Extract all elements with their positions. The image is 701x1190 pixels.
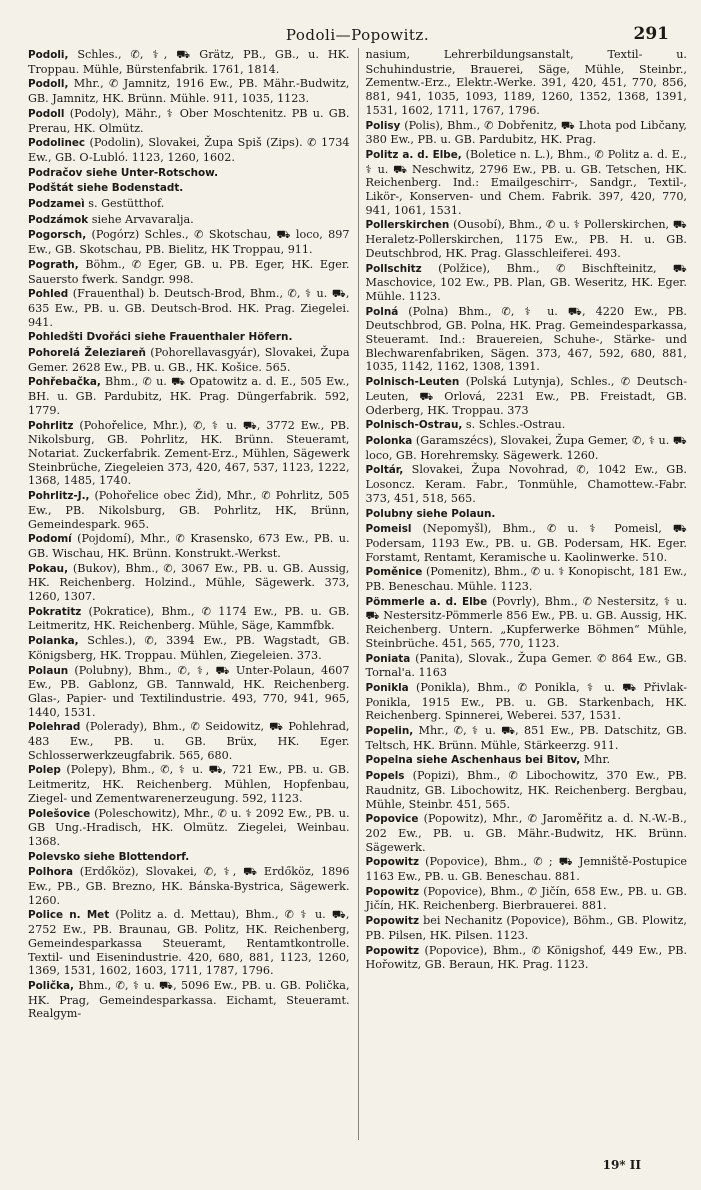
- entry-text: Böhm., ✆ Eger, GB. u. PB. Eger, HK. Eger. Sauersto fwerk. Sandgr. 998.: [28, 257, 350, 286]
- directory-entry: [366, 681, 688, 723]
- entry-text: Mhr., ✆, ⚕ u. ⛟, 851 Ew., PB. Datschitz, GB. Teltsch, HK. Brünn. Mühle, Stärkeerzg. 911.: [365, 724, 687, 752]
- entry-text: (Pohořelice, Mhr.), ✆, ⚕ u. ⛟, 3772 Ew., PB. Nikolsburg, GB. Pohrlitz, HK. Brünn. Steueramt, Notariat. Zuckerfabrik. Zement-Erz., Mühlen, Sägewerk Steinbrüche, Ziegeleien 373, 420, 467, 537, 1123, 1222, 1368, 1485, 1740.: [28, 418, 350, 488]
- entry-headword: Pogorsch,: [28, 229, 87, 242]
- directory-entry: [28, 419, 350, 489]
- directory-entry: [366, 595, 688, 651]
- entry-text: (Erdőköz), Slovakei, ✆, ⚕, ⛟ Erdőköz, 1896 Ew., PB., GB. Brezno, HK. Bánska-Bystrica, Sägewerk. 1260.: [28, 865, 350, 907]
- entry-headword: Pomeisl: [365, 523, 412, 536]
- directory-entry: [28, 48, 350, 76]
- entry-headword: Pohrlitz: [28, 419, 74, 432]
- entry-headword: Popelin,: [365, 725, 414, 738]
- entry-text: Schles., ✆, ⚕, ⛟ Grätz, PB., GB., u. HK. Troppau. Mühle, Bürstenfabrik. 1761, 1814.: [28, 48, 350, 76]
- entry-headword: Polhora: [28, 866, 73, 879]
- directory-entry: [28, 807, 350, 849]
- entry-headword: Poniata: [365, 652, 411, 665]
- entry-headword: Polisy: [365, 119, 401, 132]
- entry-headword: Pohled: [28, 288, 69, 301]
- entry-headword: Pokau,: [28, 562, 69, 575]
- entry-headword: Pömmerle a. d. Elbe: [365, 595, 488, 608]
- directory-entry: [28, 720, 350, 762]
- directory-entry: [28, 166, 350, 181]
- right-column: [358, 48, 688, 1140]
- entry-headword: Pograth,: [28, 258, 79, 271]
- directory-entry: [28, 605, 350, 633]
- entry-headword: Popowitz: [365, 915, 420, 928]
- entry-text: bei Nechanitz (Popovice), Böhm., GB. Plowitz, PB. Pilsen, HK. Pilsen. 1123.: [365, 914, 687, 942]
- entry-text: (Bukov), Bhm., ✆, 3067 Ew., PB. u. GB. Aussig, HK. Reichenberg. Holzind., Mühle, Sägewerk. 373, 1260, 1307.: [28, 561, 350, 604]
- entry-text: (Frauenthal) b. Deutsch-Brod, Bhm., ✆, ⚕ u. ⛟, 635 Ew., PB. u. GB. Deutsch-Brod. HK. Prag. Ziegelei. 941.: [28, 287, 350, 329]
- entry-text: (Podoly), Mähr., ⚕ Ober Moschtenitz. PB u. GB. Prerau, HK. Olmütz.: [28, 106, 350, 135]
- directory-entry: [28, 197, 350, 212]
- entry-text: (Ousobí), Bhm., ✆ u. ⚕ Pollerskirchen, ⛟ Heraletz-Pollerskirchen, 1175 Ew., PB. H. u. GB. Deutschbrod, HK. Prag. Glasschleiferei. 493.: [365, 218, 687, 260]
- entry-text: (Politz a. d. Mettau), Bhm., ✆ ⚕ u. ⛟, 2752 Ew., PB. Braunau, GB. Politz, HK. Reichenberg, Gemeindesparkassa Steueramt, Rentamtkontrolle. Textil- und Eisenindustrie. 420, 680, 881, 1123, 1260, 1369, 1531, 1602, 1603, 1711, 1787, 1796.: [28, 908, 350, 978]
- entry-headword: Popovice: [365, 813, 419, 826]
- entry-text: (Polna) Bhm., ✆, ⚕ u. ⛟, 4220 Ew., PB. Deutschbrod, GB. Polna, HK. Prag. Gemeindesparkassa, Steueramt. Ind.: Brauereien, Schuhe-, Stärke- und Blechwarenfabriken, Sägen. 373, 467, 592, 680, 881, 1035, 1142, 1162, 1308, 1391.: [365, 304, 687, 374]
- entry-text: (Pomenitz), Bhm., ✆ u. ⚕ Konopischt, 181 Ew., PB. Beneschau. Mühle. 1123.: [365, 565, 687, 594]
- directory-entry: [366, 855, 688, 883]
- entry-headword: Ponikla: [365, 681, 409, 694]
- directory-entry: [28, 850, 350, 865]
- entry-headword: Podračov siehe Unter-Rotschow.: [28, 166, 219, 179]
- entry-headword: Polaun: [28, 664, 69, 677]
- entry-headword: Poměnice: [365, 566, 423, 579]
- entry-text: (Podolin), Slovakei, Župa Spiš (Zips). ✆ 1734 Ew., GB. O-Lubló. 1123, 1260, 1602.: [28, 136, 350, 164]
- entry-text: (Pohořelice obec Žid), Mhr., ✆ Pohrlitz, 505 Ew., PB. Nikolsburg, GB. Pohrlitz, HK, Brünn, Gemeindespark. 965.: [28, 489, 350, 531]
- directory-entry: [366, 652, 688, 680]
- entry-text: Bhm., ✆ u. ⛟ Opatowitz a. d. E., 505 Ew., BH. u. GB. Pardubitz, HK. Prag. Düngerfabrik. 592, 1779.: [28, 375, 350, 417]
- directory-entry: [28, 228, 350, 256]
- directory-entry: [28, 634, 350, 662]
- entry-headword: Polubny siehe Polaun.: [365, 507, 496, 520]
- directory-entry: [28, 77, 350, 105]
- left-column: [28, 48, 350, 1140]
- entry-text: (Pokratice), Bhm., ✆ 1174 Ew., PB. u. GB. Leitmeritz, HK. Reichenberg. Mühle, Säge, Kammfbk.: [28, 604, 350, 633]
- directory-entry: [366, 753, 688, 768]
- directory-entry: [28, 865, 350, 907]
- directory-entry: [28, 107, 350, 135]
- entry-text: (Popowitz), Mhr., ✆ Jaroměřitz a. d. N.-W.-B., 202 Ew., PB. u. GB. Mähr.-Budwitz, HK. Brünn. Sägewerk.: [365, 812, 687, 854]
- directory-entry: [366, 885, 688, 913]
- entry-headword: Politz a. d. Elbe,: [365, 148, 462, 161]
- directory-entry: [28, 330, 350, 345]
- directory-entry: [366, 812, 688, 854]
- entry-text: Bhm., ✆, ⚕ u. ⛟, 5096 Ew., PB. u. GB. Polička, HK. Prag, Gemeindesparkassa. Eichamt, Steueramt. Realgym-: [28, 979, 350, 1021]
- directory-entry: [366, 522, 688, 564]
- directory-entry: [28, 979, 350, 1021]
- entry-text: s. Schles.-Ostrau.: [462, 418, 566, 432]
- page-header: [28, 14, 687, 48]
- entry-text: nasium, Lehrerbildungsanstalt, Textil- u. Schuhindustrie, Brauerei, Säge, Mühle, Steinbr., Zementw.-Erz., Elektr.-Werke. 391, 420, 451, 770, 856, 881, 941, 1035, 1093, 1189, 1260, 1352, 1368, 1391, 1531, 1602, 1711, 1767, 1796.: [365, 48, 687, 117]
- directory-entry: [28, 664, 350, 720]
- page-number: 291: [633, 24, 669, 44]
- directory-entry: [366, 724, 688, 752]
- directory-entry: [366, 507, 688, 522]
- entry-headword: Polehrad: [28, 721, 81, 734]
- entry-headword: Popelna siehe Aschenhaus bei Bitov,: [365, 754, 581, 767]
- entry-headword: Podzámok: [28, 213, 89, 226]
- entry-headword: Polnisch-Ostrau,: [365, 419, 463, 432]
- directory-entry: [366, 375, 688, 417]
- entry-headword: Pokratitz: [28, 605, 82, 618]
- entry-headword: Pohrlitz-J.,: [28, 490, 90, 503]
- entry-text: (Popovice), Bhm., ✆ ; ⛟ Jemniště-Postupice 1163 Ew., PB. u. GB. Beneschau. 881.: [365, 855, 687, 884]
- directory-entry: [366, 565, 688, 593]
- sheet-signature: 19* II: [602, 1158, 641, 1172]
- entry-text: (Panita), Slovak., Župa Gemer. ✆ 864 Ew., GB. Tornal'a. 1163: [365, 651, 687, 680]
- entry-text: (Pogórz) Schles., ✆ Skotschau, ⛟ loco, 897 Ew., GB. Skotschau, PB. Bielitz, HK Troppau, 911.: [28, 228, 350, 257]
- entry-headword: Pollschitz: [365, 262, 422, 275]
- directory-entry: [366, 944, 688, 972]
- entry-headword: Polanka,: [28, 635, 79, 648]
- entry-headword: Pollerskirchen: [365, 219, 450, 232]
- entry-text: (Polepy), Bhm., ✆, ⚕ u. ⛟, 721 Ew., PB. u. GB. Leitmeritz, HK. Reichenberg. Mühlen, Hopfenbau, Ziegel- und Zementwarenerzeugung. 592, 1123.: [28, 763, 350, 805]
- directory-entry: [28, 489, 350, 531]
- entry-text: (Pojdomí), Mhr., ✆ Krasensko, 673 Ew., PB. u. GB. Wischau, HK. Brünn. Konstrukt.-Werkst.: [28, 532, 350, 560]
- directory-entry: [28, 287, 350, 329]
- entry-headword: Polnisch-Leuten: [365, 376, 460, 389]
- directory-entry: [366, 434, 688, 462]
- directory-entry: [366, 914, 688, 942]
- directory-entry: [366, 769, 688, 811]
- entry-headword: Popowitz: [365, 885, 420, 898]
- entry-text: siehe Arvavaralja.: [88, 212, 194, 226]
- entry-headword: Pohorelá Železiareň: [28, 347, 146, 360]
- entry-text: (Ponikla), Bhm., ✆ Ponikla, ⚕ u. ⛟ Přivlak-Ponikla, 1915 Ew., PB. u. GB. Starkenbach, HK. Reichenberg. Spinnerei, Weberei. 537, 1531.: [365, 680, 687, 723]
- entry-headword: Podoll: [28, 107, 65, 120]
- entry-text: (Povrly), Bhm., ✆ Nestersitz, ⚕ u. ⛟ Nestersitz-Pömmerle 856 Ew., PB. u. GB. Aussig, HK. Reichenberg. Untern. „Kupferwerke Böhmen“ Mühle, Steinbrüche. 451, 565, 770, 1123.: [365, 594, 687, 650]
- entry-text: (Poleschowitz), Mhr., ✆ u. ⚕ 2092 Ew., PB. u. GB Ung.-Hradisch, HK. Olmütz. Ziegelei, Weinbau. 1368.: [28, 806, 350, 848]
- entry-text: (Pohorellavasgyár), Slovakei, Župa Gemer. 2628 Ew., PB. u. GB., HK. Košice. 565.: [28, 346, 350, 374]
- entry-headword: Polička,: [28, 980, 74, 992]
- entry-text: (Popizi), Bhm., ✆ Libochowitz, 370 Ew., PB. Raudnitz, GB. Libochowitz, HK. Reichenberg. Bergbau, Mühle, Steinbr. 451, 565.: [365, 769, 687, 811]
- directory-entry: [366, 48, 688, 118]
- directory-entry: [366, 418, 688, 433]
- directory-entry: [28, 908, 350, 978]
- directory-entry: [28, 532, 350, 560]
- entry-text: (Polžice), Bhm., ✆ Bischfteinitz, ⛟ Maschovice, 102 Ew., PB. Plan, GB. Weseritz, HK. Eger. Mühle. 1123.: [365, 261, 687, 303]
- directory-entry: [366, 148, 688, 218]
- directory-entry: [28, 181, 350, 196]
- entry-headword: Pohledšti Dvořáci siehe Frauenthaler Höfern.: [28, 331, 293, 344]
- entry-headword: Podštát siehe Bodenstadt.: [28, 182, 184, 195]
- entry-text: Mhr.: [580, 753, 611, 767]
- entry-text: Schles.), ✆, 3394 Ew., PB. Wagstadt, GB. Königsberg, HK. Troppau. Mühlen, Ziegeleien. 373.: [28, 634, 350, 662]
- directory-entry: [366, 305, 688, 375]
- entry-text: (Polis), Bhm., ✆ Dobřenitz, ⛟ Lhota pod Libčany, 380 Ew., PB. u. GB. Pardubitz, HK. Prag.: [365, 118, 687, 147]
- entry-text: (Popovice), Bhm., ✆ Jičín, 658 Ew., PB. u. GB. Jičín, HK. Reichenberg. Bierbrauerei. 881.: [365, 884, 687, 913]
- entry-headword: Popels: [365, 770, 405, 783]
- entry-text: (Polerady), Bhm., ✆ Seidowitz, ⛟ Pohlehrad, 483 Ew., PB. u. GB. Brüx, HK. Eger. Schlosserwerkzeugfabrik. 565, 680.: [28, 720, 350, 762]
- entry-headword: Pohřebačka,: [28, 376, 101, 389]
- entry-headword: Police n. Met: [28, 909, 110, 922]
- directory-entry: [28, 375, 350, 417]
- directory-entry: [366, 218, 688, 260]
- directory-entry: [28, 213, 350, 228]
- entry-text: Mhr., ✆ Jamnitz, 1916 Ew., PB. Mähr.-Budwitz, GB. Jamnitz, HK. Brünn. Mühle. 911, 1035, 1123.: [28, 77, 350, 106]
- running-title: Podoli—Popowitz.: [285, 26, 430, 44]
- directory-entry: [28, 562, 350, 604]
- directory-entry: [366, 262, 688, 304]
- entry-headword: Podolinec: [28, 137, 86, 150]
- entry-text: (Popovice), Bhm., ✆ Königshof, 449 Ew., PB. Hořowitz, GB. Beraun, HK. Prag. 1123.: [365, 943, 687, 972]
- directory-entry: [366, 463, 688, 505]
- entry-text: s. Gestütthof.: [84, 197, 165, 211]
- entry-headword: Polonka: [365, 434, 413, 447]
- entry-text: Slovakei, Župa Novohrad, ✆, 1042 Ew., GB. Losoncz. Keram. Fabr., Tonmühle, Chamottew.-Fabr. 373, 451, 518, 565.: [365, 463, 687, 505]
- directory-entry: [28, 763, 350, 805]
- text-columns: [28, 48, 687, 1140]
- directory-entry: [28, 258, 350, 286]
- entry-headword: Podomí: [28, 533, 72, 546]
- entry-headword: Popowitz: [365, 856, 420, 869]
- entry-text: (Polubny), Bhm., ✆, ⚕, ⛟ Unter-Polaun, 4607 Ew., PB. Gablonz, GB. Tannwald, HK. Reichenberg. Glas-, Papier- und Textilindustrie. 493, 770, 941, 965, 1440, 1531.: [28, 663, 350, 719]
- entry-headword: Polep: [28, 764, 61, 777]
- entry-headword: Polná: [365, 305, 399, 318]
- entry-headword: Popowitz: [365, 944, 420, 957]
- entry-headword: Podzameì: [28, 198, 85, 211]
- entry-headword: Poltár,: [365, 464, 404, 477]
- directory-entry: [28, 346, 350, 374]
- entry-text: (Boletice n. L.), Bhm., ✆ Politz a. d. E., ⚕ u. ⛟ Neschwitz, 2796 Ew., PB. u. GB. Tetschen, HK. Reichenberg. Ind.: Emailgeschirr-, Sandgr., Textil-, Likör-, Konserven- und Chem. Fabrik. 397, 420, 770, 941, 1061, 1531.: [365, 147, 687, 217]
- directory-entry: [366, 119, 688, 147]
- entry-text: (Garamszécs), Slovakei, Župa Gemer, ✆, ⚕ u. ⛟ loco, GB. Horehremsky. Sägewerk. 1260.: [365, 433, 687, 462]
- entry-headword: Podoli,: [28, 49, 69, 61]
- entry-headword: Polevsko siehe Blottendorf.: [28, 850, 190, 863]
- directory-entry: [28, 136, 350, 164]
- entry-headword: Podoll,: [28, 78, 69, 91]
- entry-headword: Polešovice: [28, 807, 91, 820]
- entry-text: (Polská Lutynja), Schles., ✆ Deutsch-Leuten, ⛟ Orlová, 2231 Ew., PB. Freistadt, GB. Oderberg, HK. Troppau. 373: [365, 375, 687, 417]
- entry-text: (Nepomyšl), Bhm., ✆ u. ⚕ Pomeisl, ⛟ Podersam, 1193 Ew., PB. u. GB. Podersam, HK. Eger. Forstamt, Rentamt, Keramische u. Kaolinwerke. 510.: [365, 522, 687, 564]
